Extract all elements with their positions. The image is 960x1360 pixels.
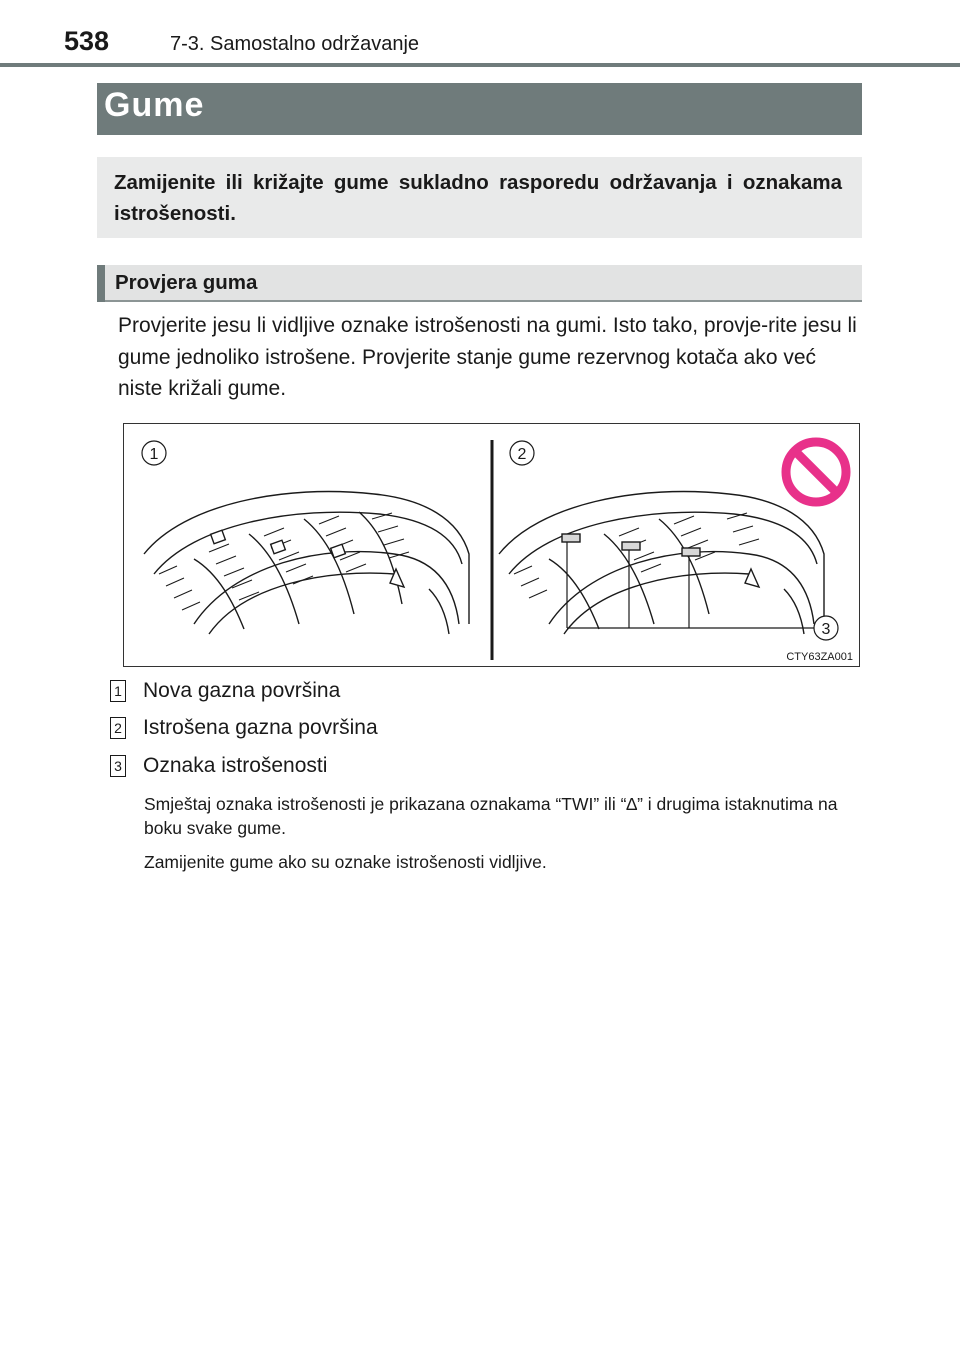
figure-code: CTY63ZA001	[786, 651, 853, 663]
note-wear-indicator-location: Smještaj oznaka istrošenosti je prikazana oznakama “TWI” ili “∆” i drugima istaknutima na boku svake gume.	[144, 794, 838, 838]
worn-tire-drawing	[499, 492, 824, 635]
subsection-heading: Provjera guma	[115, 271, 258, 294]
note-replace-tires: Zamijenite gume ako su oznake istrošenosti vidljive.	[144, 852, 547, 872]
title-bar	[97, 83, 862, 135]
callout-3-label: 3	[821, 621, 831, 638]
legend-number: 1	[110, 680, 126, 702]
new-tire-drawing	[144, 492, 469, 635]
subsection-accent	[97, 265, 105, 302]
intro-text: Zamijenite ili križajte gume sukladno rasporedu održavanja i oznakama istrošenosti.	[114, 171, 842, 225]
section-reference: 7-3. Samostalno održavanje	[170, 33, 420, 55]
legend-label: Istrošena gazna površina	[143, 716, 378, 739]
header-rule	[0, 63, 960, 67]
intro-box	[97, 157, 862, 238]
legend-number: 3	[110, 755, 126, 777]
tire-illustration	[123, 423, 860, 667]
callout-2-label: 2	[517, 446, 527, 463]
callout-1-label: 1	[149, 446, 159, 463]
page-title: Gume	[104, 86, 205, 124]
body-paragraph: Provjerite jesu li vidljive oznake istrošenosti na gumi. Isto tako, provje-rite jesu li gume jednoliko istrošene. Provjerite stanje gume rezervnog kotača ako već niste križali gume.	[118, 314, 857, 400]
legend-number: 2	[110, 717, 126, 739]
legend-label: Oznaka istrošenosti	[143, 754, 328, 777]
prohibition-icon	[786, 442, 846, 502]
legend-label: Nova gazna površina	[143, 679, 341, 702]
subsection-heading-bar	[97, 265, 862, 302]
page-number: 538	[64, 26, 110, 56]
